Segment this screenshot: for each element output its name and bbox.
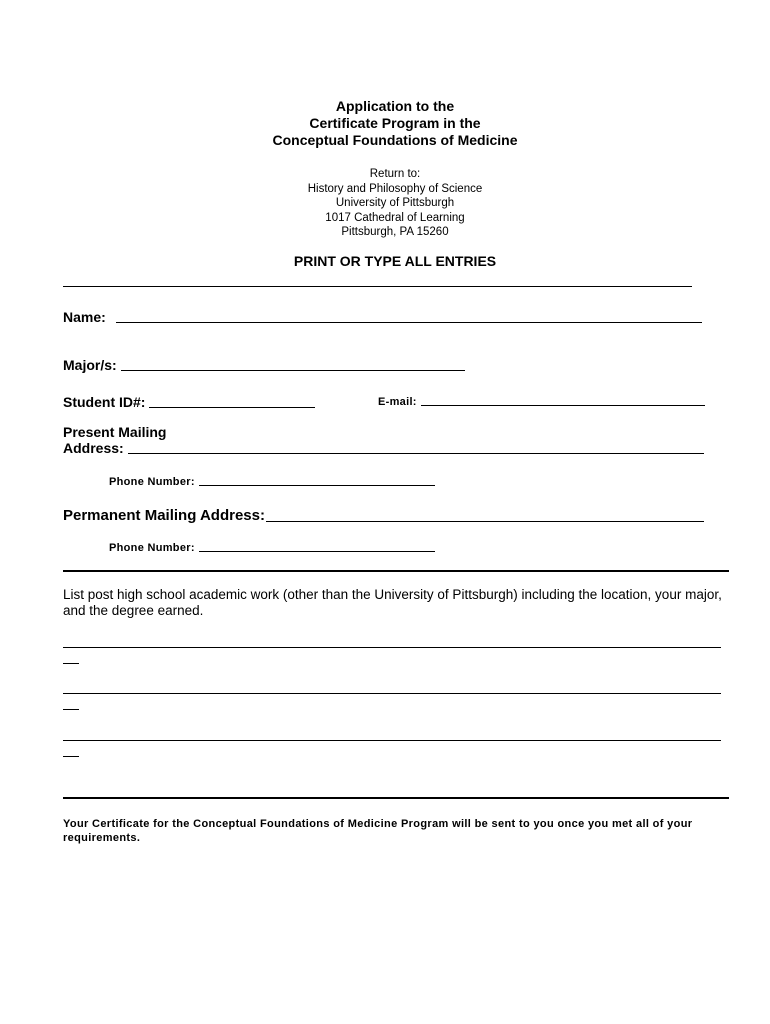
academic-work-line-3[interactable] <box>63 740 721 741</box>
academic-work-line-3-tail[interactable] <box>63 756 79 757</box>
header-rule <box>63 286 692 287</box>
present-mailing-label: Address: <box>63 440 124 456</box>
return-university: University of Pittsburgh <box>335 197 455 209</box>
name-label: Name: <box>63 309 106 325</box>
academic-work-line-2-tail[interactable] <box>63 709 79 710</box>
name-field[interactable] <box>63 309 702 325</box>
certificate-note: Your Certificate for the Conceptual Foundations of Medicine Program will be sent to you once you met all of your requirements. <box>63 818 693 844</box>
present-mailing-label-top: Present Mailing <box>63 424 167 440</box>
name-input-line[interactable] <box>116 322 702 323</box>
return-city: Pittsburgh, PA 15260 <box>341 226 449 238</box>
majors-input-line[interactable] <box>121 370 465 371</box>
phone-field-2[interactable] <box>109 542 435 554</box>
phone-label-2: Phone Number: <box>109 542 195 554</box>
present-mailing-input-line[interactable] <box>128 453 704 454</box>
majors-field[interactable] <box>63 357 465 373</box>
section-divider-top <box>63 570 729 572</box>
return-street: 1017 Cathedral of Learning <box>325 211 465 224</box>
academic-work-line-1[interactable] <box>63 647 721 648</box>
title-line-3: Conceptual Foundations of Medicine <box>272 132 518 148</box>
student-id-field[interactable] <box>63 394 315 410</box>
permanent-mailing-address-field[interactable] <box>63 507 704 524</box>
permanent-mailing-label: Permanent Mailing Address: <box>63 507 265 524</box>
academic-work-prompt: List post high school academic work (other than the University of Pittsburgh) including the location, your major, and the degree earned. <box>63 587 722 618</box>
present-mailing-address-field[interactable] <box>63 440 704 456</box>
email-input-line[interactable] <box>421 405 705 406</box>
print-instruction: PRINT OR TYPE ALL ENTRIES <box>293 253 497 269</box>
return-address <box>0 167 770 240</box>
majors-label: Major/s: <box>63 357 117 373</box>
title-line-2: Certificate Program in the <box>309 115 481 131</box>
permanent-mailing-input-line[interactable] <box>266 521 704 522</box>
email-field[interactable] <box>378 396 705 408</box>
return-to-label: Return to: <box>369 168 421 180</box>
phone-input-line-1[interactable] <box>199 485 435 486</box>
email-label: E-mail: <box>378 396 417 408</box>
student-id-label: Student ID#: <box>63 394 146 410</box>
phone-label-1: Phone Number: <box>109 476 195 488</box>
section-divider-bottom <box>63 797 729 799</box>
phone-input-line-2[interactable] <box>199 551 435 552</box>
form-title <box>0 98 770 149</box>
academic-work-line-2[interactable] <box>63 693 721 694</box>
title-line-1: Application to the <box>335 98 455 114</box>
academic-work-line-1-tail[interactable] <box>63 663 79 664</box>
return-dept: History and Philosophy of Science <box>307 182 483 195</box>
student-id-input-line[interactable] <box>149 407 315 408</box>
phone-field-1[interactable] <box>109 476 435 488</box>
